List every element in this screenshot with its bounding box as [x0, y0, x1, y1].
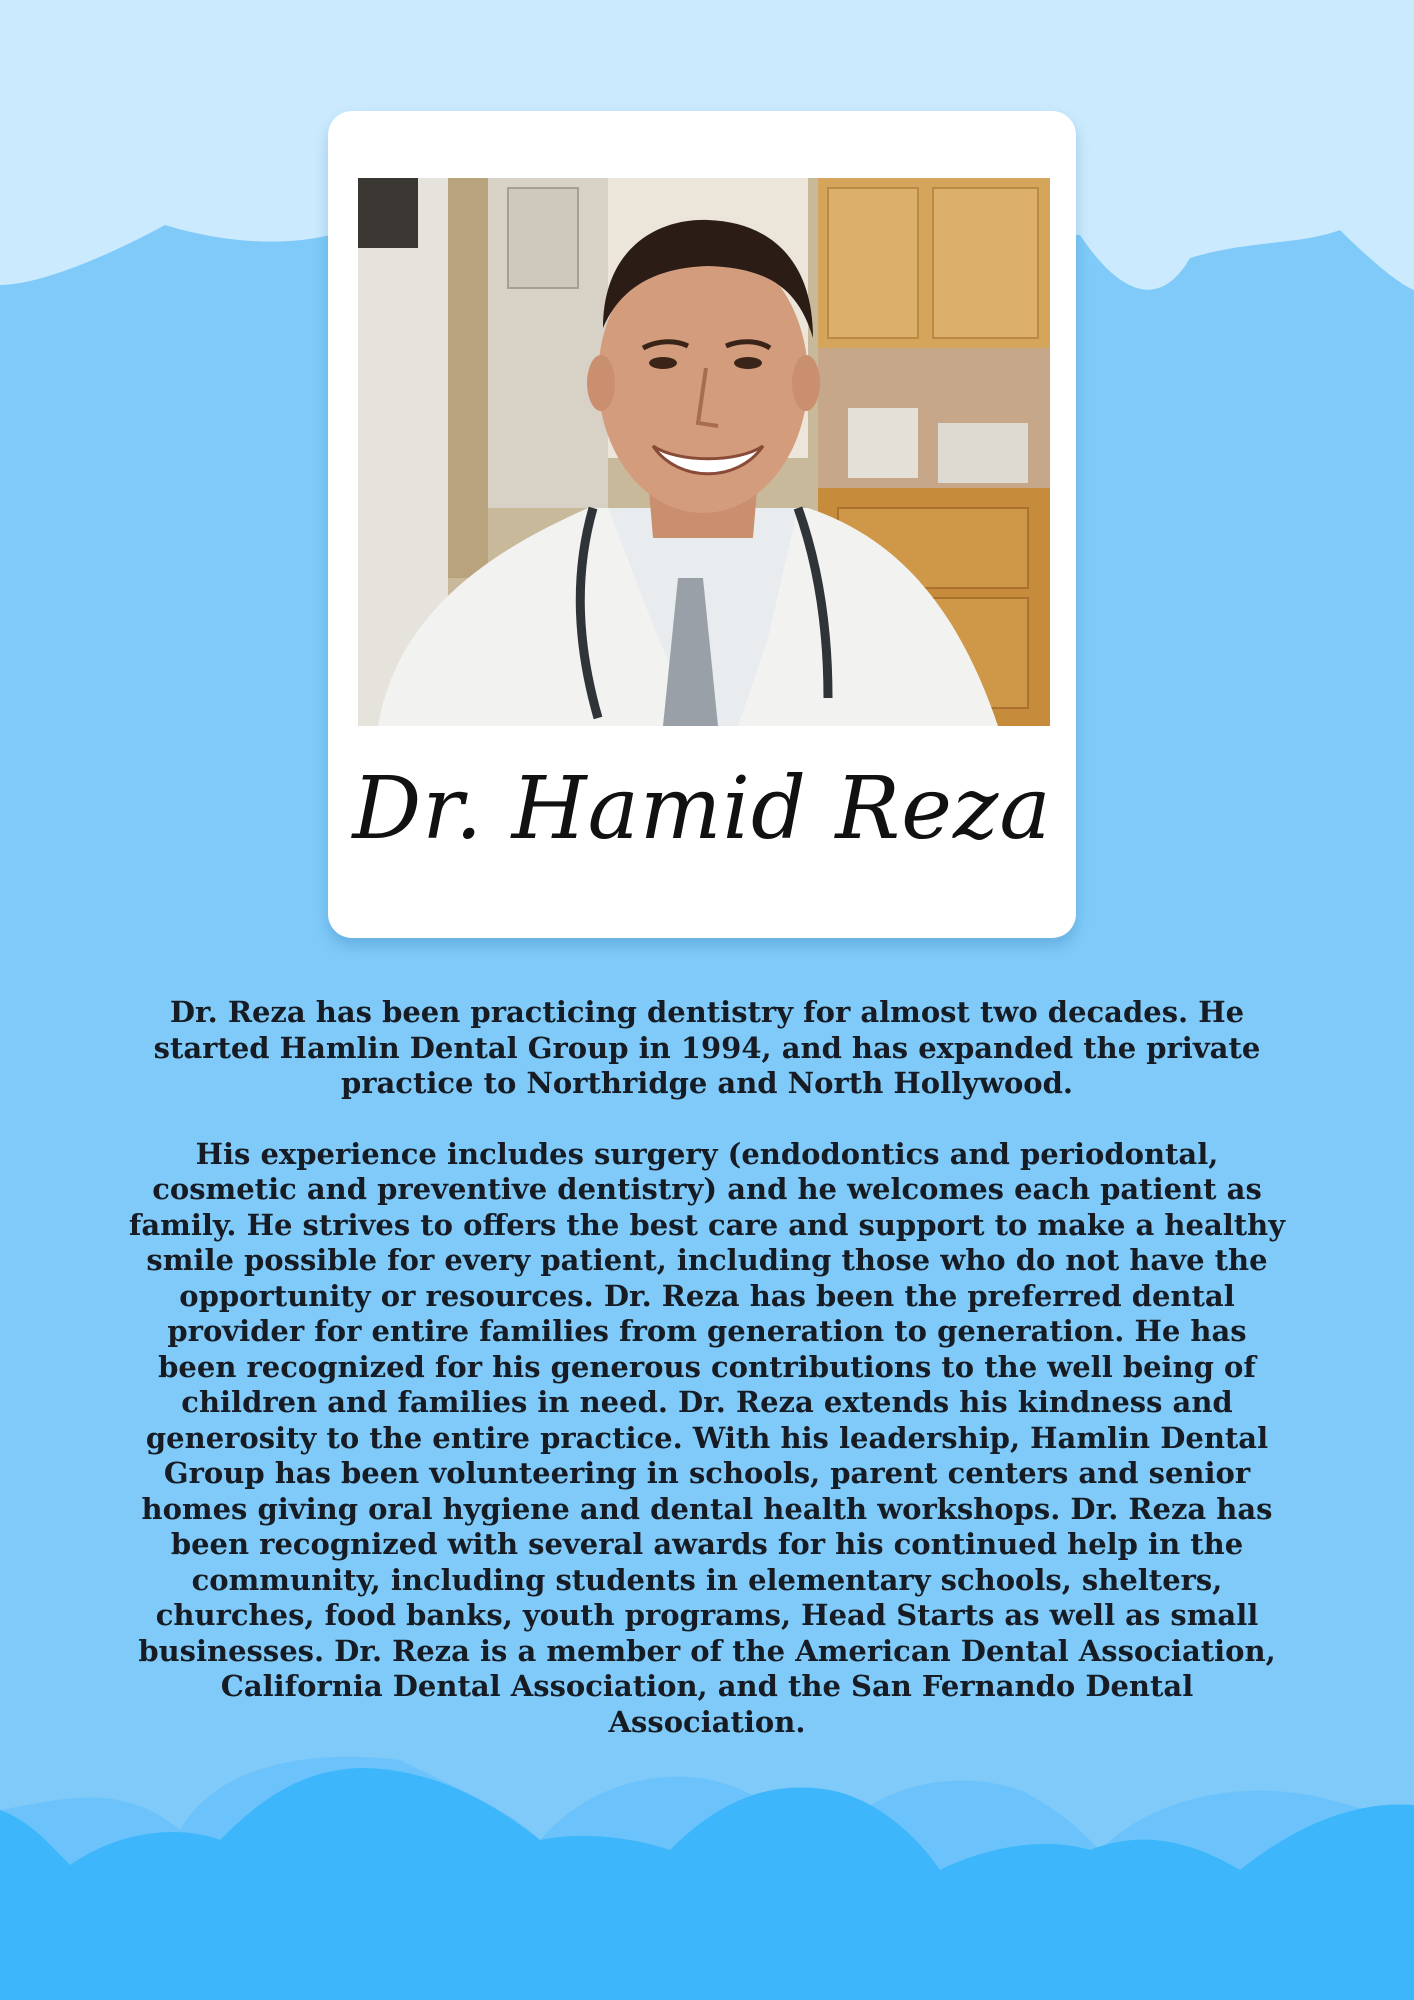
bio-paragraph-2: His experience includes surgery (endodontics and periodontal, cosmetic and preventive dentistry) and he welcomes each patient as family. He strives to offers the best care and support to make a healthy smile possible for every patient, including those who do not have the opportunity or resources. Dr. Reza has been the preferred dental provider for entire families from generation to generation. He has been recognized for his generous contributions to the well being of children and families in need. Dr. Reza extends his kindness and generosity to the entire practice. With his leadership, Hamlin Dental Group has been volunteering in schools, parent centers and senior homes giving oral hygiene and dental health workshops. Dr. Reza has been recognized with several awards for his continued help in the community, including students in elementary schools, shelters, churches, food banks, youth programs, Head Starts as well as small businesses. Dr. Reza is a member of the American Dental Association, California Dental Association, and the San Fernando Dental Association. — [128, 1136, 1286, 1739]
doctor-portrait-image — [358, 178, 1050, 726]
doctor-photo — [358, 178, 1050, 726]
doctor-bio — [128, 995, 1286, 1775]
doctor-name: Dr. Hamid Reza — [352, 759, 1052, 859]
bio-paragraph-1: Dr. Reza has been practicing dentistry for almost two decades. He started Hamlin Dental Group in 1994, and has expanded the private practice to Northridge and North Hollywood. — [153, 995, 1261, 1100]
profile-card — [328, 111, 1076, 938]
